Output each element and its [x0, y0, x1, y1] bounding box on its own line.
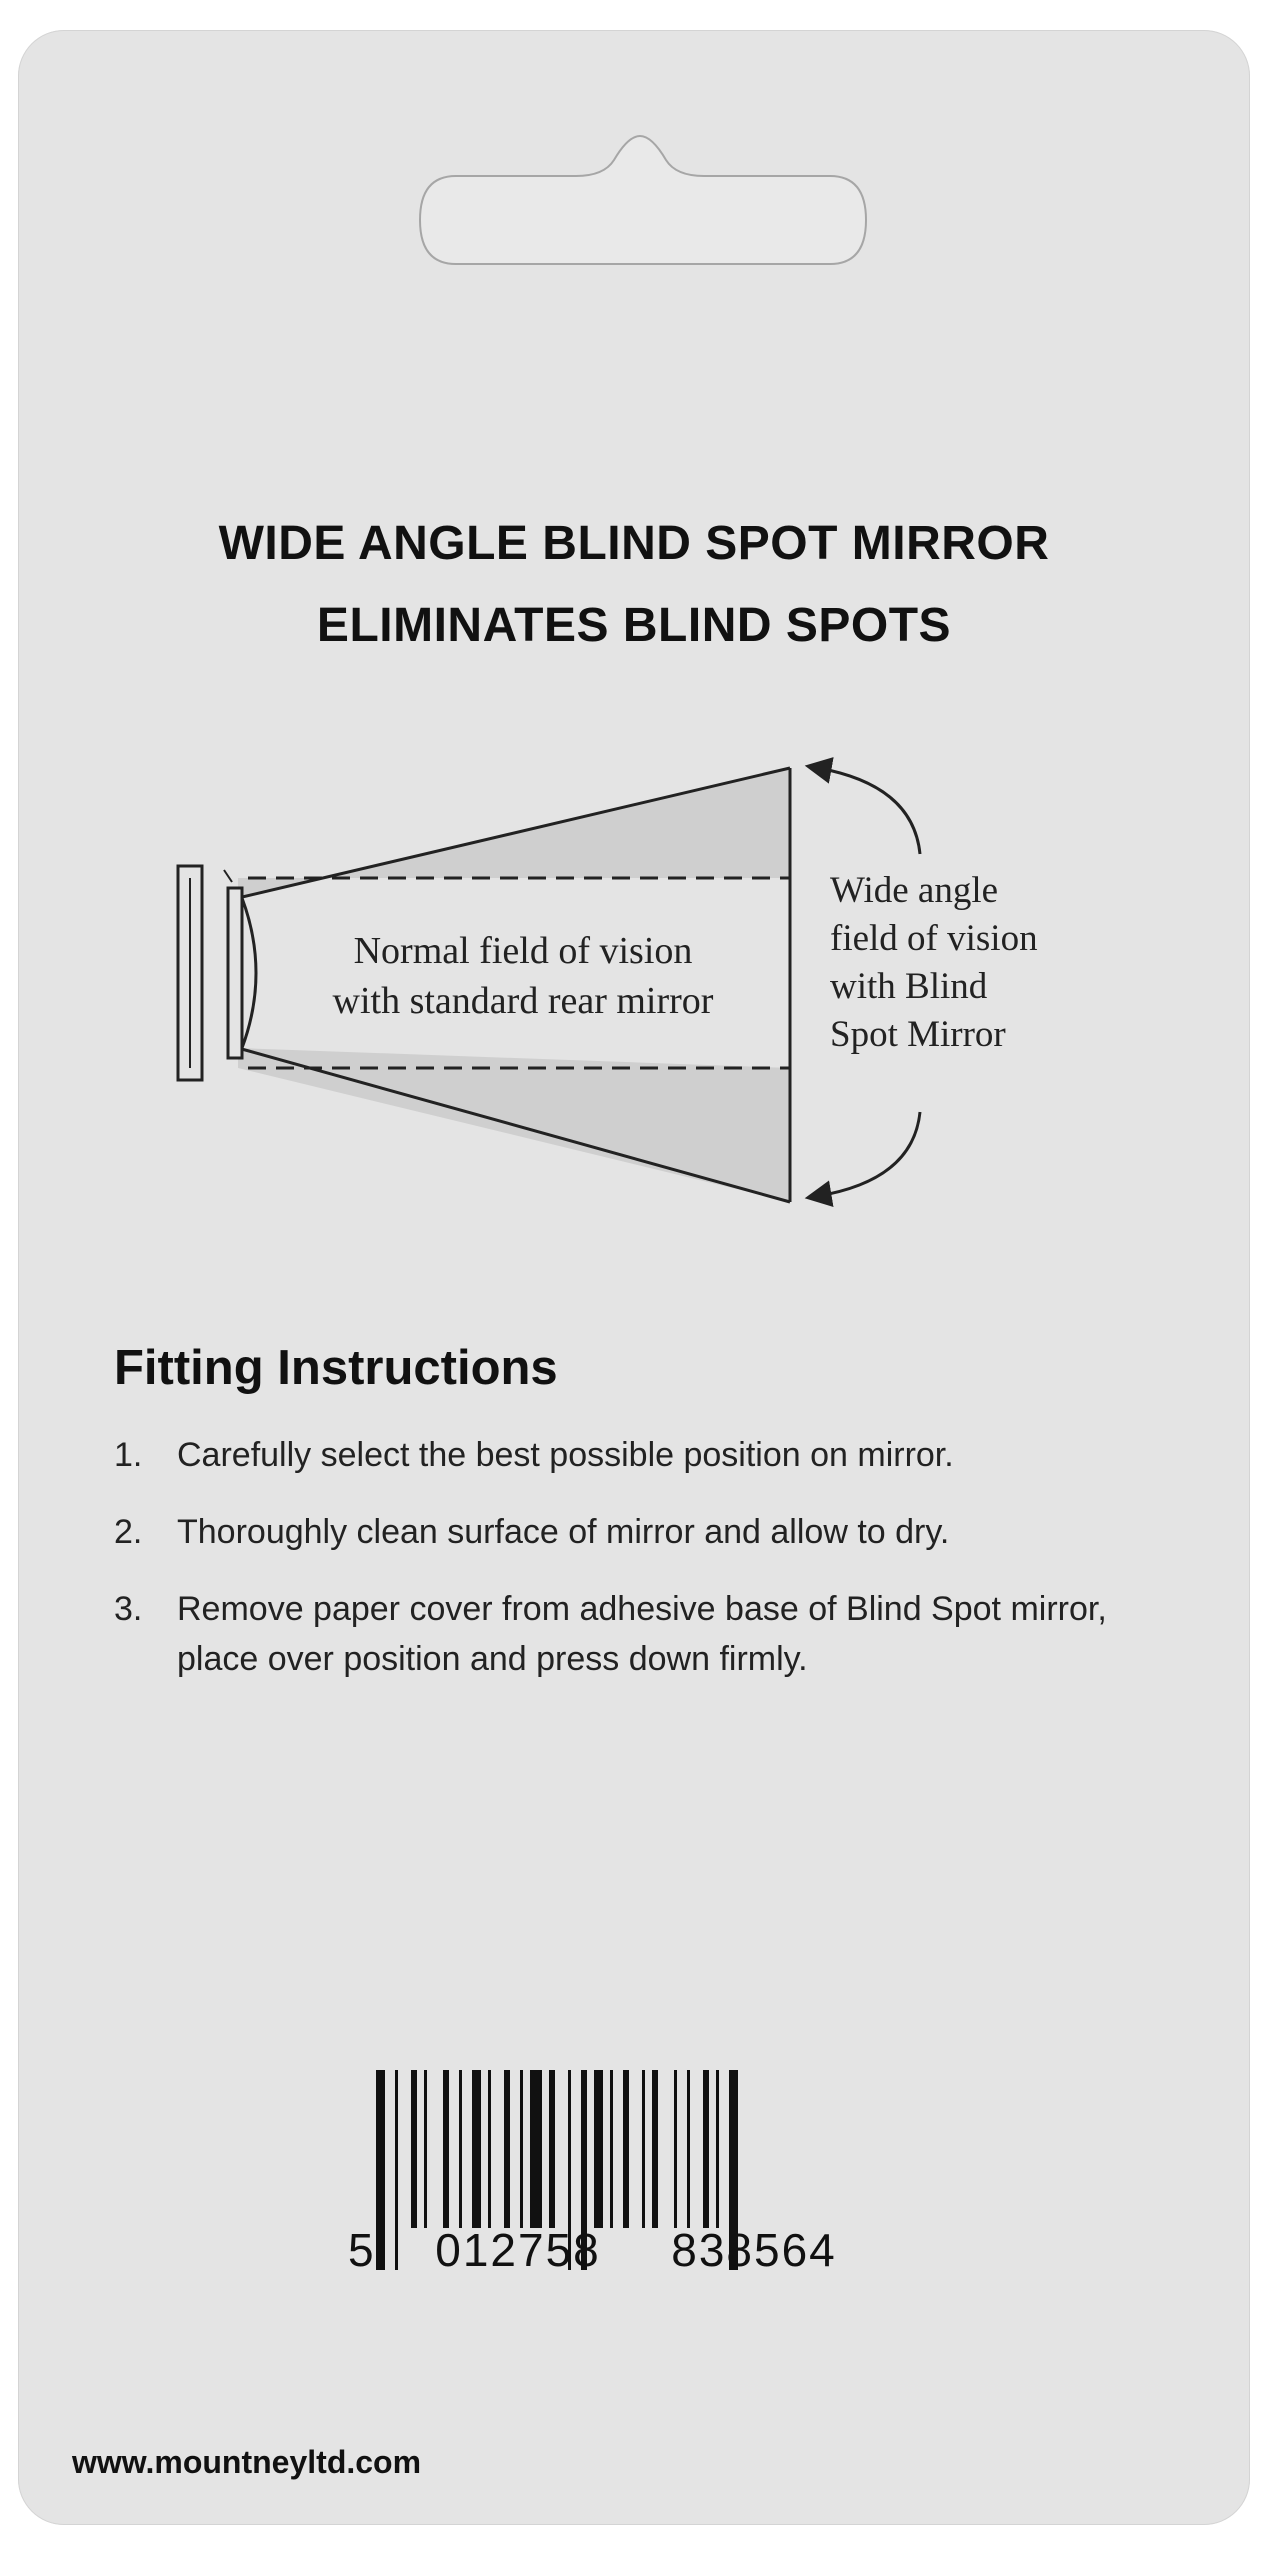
barcode-bar — [594, 2070, 603, 2228]
normal-field-label-line-2: with standard rear mirror — [332, 980, 714, 1022]
normal-field-label-line-1: Normal field of vision — [353, 930, 693, 972]
barcode-bar — [610, 2070, 613, 2228]
barcode-bar — [642, 2070, 645, 2228]
barcode-bar — [623, 2070, 629, 2228]
barcode-bar — [520, 2070, 523, 2228]
step-number: 3. — [114, 1590, 143, 1628]
barcode-bar — [716, 2070, 719, 2228]
step-number: 2. — [114, 1513, 143, 1551]
barcode-bar — [376, 2070, 385, 2270]
barcode-bar — [443, 2070, 449, 2228]
barcode-bar — [687, 2070, 690, 2228]
barcode-bar — [703, 2070, 709, 2228]
step-text: Thoroughly clean surface of mirror and allow to dry. — [177, 1513, 950, 1551]
step-text: Remove paper cover from adhesive base of Blind Spot mirror, place over position and press down firmly. — [177, 1590, 1107, 1678]
barcode-bar — [530, 2070, 542, 2228]
barcode-bar — [504, 2070, 510, 2228]
barcode-bar — [411, 2070, 417, 2228]
step-number: 1. — [114, 1436, 143, 1474]
barcode-bar — [652, 2070, 658, 2228]
fitting-instructions-heading: Fitting Instructions — [114, 1341, 558, 1395]
barcode — [18, 30, 1250, 2430]
barcode-first-digit: 5 — [348, 2224, 374, 2276]
barcode-bar — [472, 2070, 481, 2228]
step-text: Carefully select the best possible position on mirror. — [177, 1436, 954, 1474]
wide-field-label-line-2: field of vision — [830, 918, 1038, 959]
barcode-bar — [674, 2070, 677, 2228]
barcode-bar — [459, 2070, 462, 2228]
headline-line-1: WIDE ANGLE BLIND SPOT MIRROR — [218, 517, 1050, 570]
barcode-right-group: 838564 — [671, 2224, 837, 2276]
barcode-bar — [395, 2070, 398, 2270]
website-url: www.mountneyltd.com — [72, 2444, 422, 2480]
barcode-bar — [424, 2070, 427, 2228]
wide-field-label-line-4: Spot Mirror — [830, 1014, 1006, 1055]
packaging-card — [18, 30, 1250, 2525]
barcode-bar — [488, 2070, 491, 2228]
headline-line-2: ELIMINATES BLIND SPOTS — [316, 599, 952, 652]
wide-field-label-line-1: Wide angle — [830, 870, 999, 911]
barcode-left-group: 012758 — [435, 2224, 601, 2276]
wide-field-label-line-3: with Blind — [830, 966, 988, 1007]
barcode-bar — [549, 2070, 555, 2228]
